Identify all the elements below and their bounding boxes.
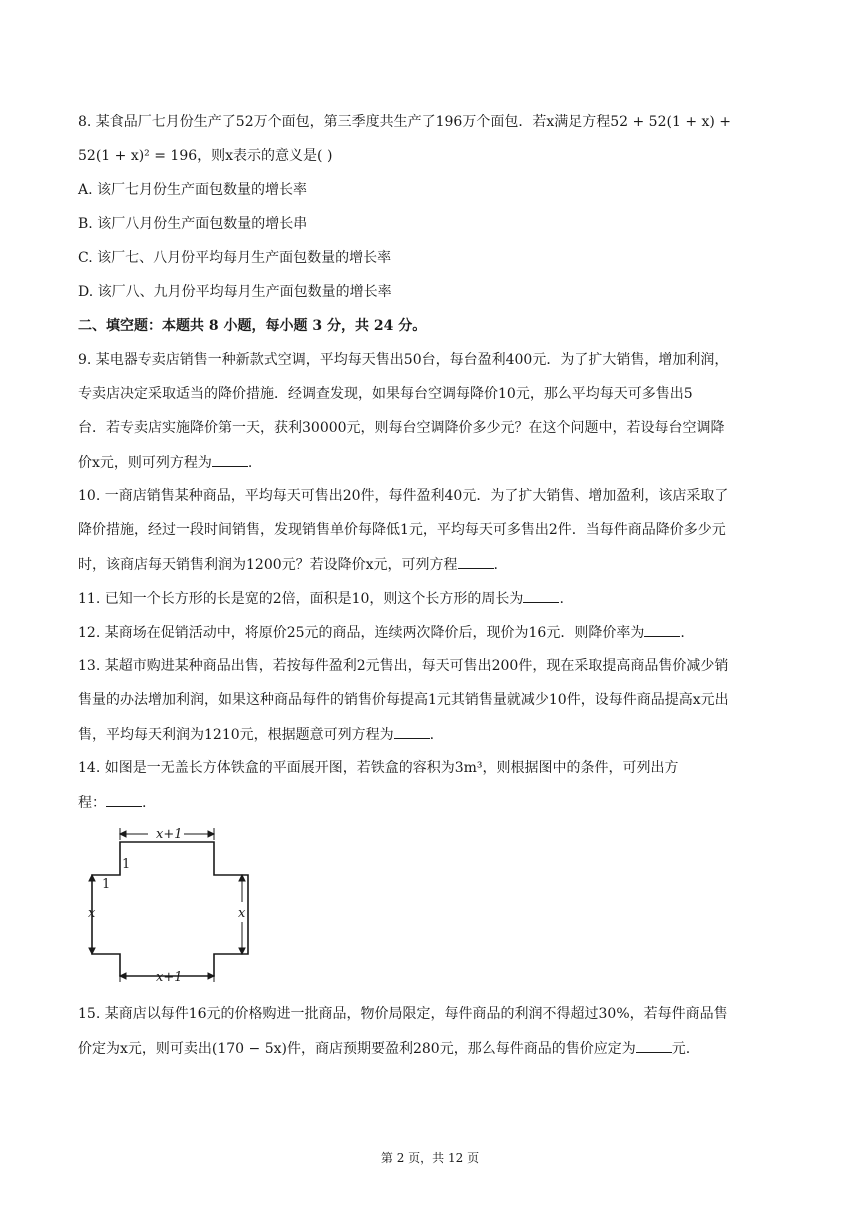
label-right: x xyxy=(238,906,246,921)
answer-blank xyxy=(106,792,142,807)
answer-blank xyxy=(644,622,680,637)
q15-line-2-end: 元. xyxy=(671,1041,691,1057)
q9-line-4-text: 价x元，则可列方程为 xyxy=(78,455,212,471)
q10-line-3-text: 时，该商店每天销售利润为1200元？若设降价x元，可列方程 xyxy=(78,557,458,573)
q13-line-3-text: 售，平均每天利润为1210元，根据题意可列方程为 xyxy=(78,727,394,743)
q10-line-3 xyxy=(78,554,498,575)
label-top: x+1 xyxy=(156,827,183,842)
answer-blank xyxy=(212,452,248,467)
section-heading: 二、填空题：本题共 8 小题，每小题 3 分，共 24 分。 xyxy=(78,318,427,334)
label-tab-top: 1 xyxy=(122,857,131,872)
q14-line-2 xyxy=(78,792,146,813)
answer-blank xyxy=(394,724,430,739)
q12-text: 12. 某商场在促销活动中，将原价25元的商品，连续两次降价后，现价为16元．则降价率为 xyxy=(78,625,645,641)
q8-line-1: 8. 某食品厂七月份生产了52万个面包，第三季度共生产了196万个面包．若x满足方程52 + 52(1 + x) + xyxy=(78,114,732,130)
q13-line-1: 13. 某超市购进某种商品出售，若按每件盈利2元售出，每天可售出200件，现在采取提高商品售价减少销 xyxy=(78,658,729,674)
q8-option-d: D. 该厂八、九月份平均每月生产面包数量的增长率 xyxy=(78,284,392,300)
label-bottom: x+1 xyxy=(156,970,183,982)
label-tab-left: 1 xyxy=(102,877,111,892)
q15-line-2 xyxy=(78,1038,690,1059)
q10-line-2: 降价措施，经过一段时间销售，发现销售单价每降低1元，平均每天可多售出2件．当每件商品降价多少元 xyxy=(78,522,726,538)
net-outline xyxy=(92,842,248,976)
q8-option-a: A. 该厂七月份生产面包数量的增长率 xyxy=(78,182,308,198)
q11-end: . xyxy=(559,591,564,607)
label-left: x xyxy=(88,906,96,921)
q13-line-2: 售量的办法增加利润，如果这种商品每件的销售价每提高1元其销售量就减少10件，设每件商品提高x元出 xyxy=(78,692,729,708)
q8-option-b: B. 该厂八月份生产面包数量的增长串 xyxy=(78,216,308,232)
q8-option-c: C. 该厂七、八月份平均每月生产面包数量的增长率 xyxy=(78,250,392,266)
q8-line-2: 52(1 + x)² = 196，则x表示的意义是( ) xyxy=(78,148,333,164)
q14-line-2-end: . xyxy=(142,795,147,811)
q10-line-1: 10. 一商店销售某种商品，平均每天可售出20件，每件盈利40元．为了扩大销售、增加盈利，该店采取了 xyxy=(78,488,729,504)
box-net-figure xyxy=(78,826,278,982)
q9-line-4 xyxy=(78,452,252,473)
q9-line-3: 台．若专卖店实施降价第一天，获利30000元，则每台空调降价多少元？在这个问题中，若设每台空调降 xyxy=(78,420,725,436)
q12-end: . xyxy=(680,625,685,641)
q13-line-3 xyxy=(78,724,434,745)
answer-blank xyxy=(458,554,494,569)
q14-line-2-text: 程： xyxy=(78,795,106,811)
q9-line-1: 9. 某电器专卖店销售一种新款式空调，平均每天售出50台，每台盈利400元．为了扩大销售，增加利润， xyxy=(78,352,729,368)
question-12 xyxy=(78,622,685,643)
q15-line-1: 15. 某商店以每件16元的价格购进一批商品，物价局限定，每件商品的利润不得超过30%，若每件商品售 xyxy=(78,1006,728,1022)
page-footer: 第 2 页，共 12 页 xyxy=(380,1151,480,1165)
answer-blank xyxy=(636,1038,672,1053)
q9-line-2: 专卖店决定采取适当的降价措施．经调查发现，如果每台空调每降价10元，那么平均每天可多售出5 xyxy=(78,386,693,402)
q11-text: 11. 已知一个长方形的长是宽的2倍，面积是10，则这个长方形的周长为 xyxy=(78,591,524,607)
q13-line-3-end: . xyxy=(429,727,435,743)
answer-blank xyxy=(523,588,559,603)
q10-line-3-end: . xyxy=(493,557,498,573)
q14-line-1: 14. 如图是一无盖长方体铁盒的平面展开图，若铁盒的容积为3m³，则根据图中的条件，可列出方 xyxy=(78,760,679,776)
q15-line-2-text: 价定为x元，则可卖出(170 − 5x)件，商店预期要盈利280元，那么每件商品的售价应定为 xyxy=(78,1041,636,1057)
q9-line-4-end: . xyxy=(247,455,253,471)
question-11 xyxy=(78,588,564,609)
